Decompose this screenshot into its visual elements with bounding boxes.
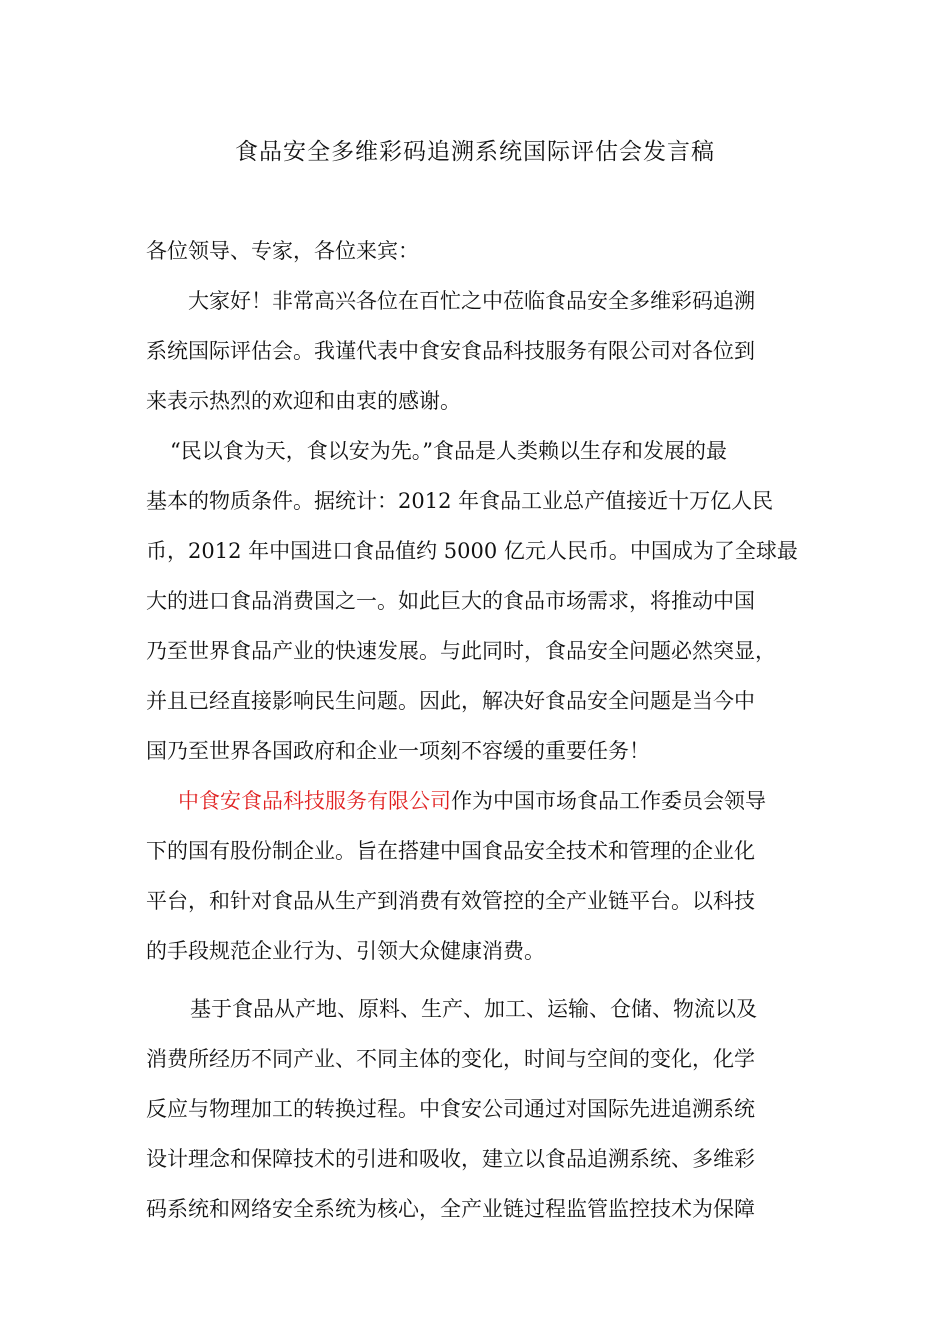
paragraph-2-line: 并且已经直接影响民生问题。因此，解决好食品安全问题是当今中 — [146, 689, 755, 713]
paragraph-1-line: 来表示热烈的欢迎和由衷的感谢。 — [146, 389, 461, 413]
paragraph-3-line: 平台，和针对食品从生产到消费有效管控的全产业链平台。以科技 — [146, 889, 755, 913]
paragraph-1-line: 大家好！非常高兴各位在百忙之中莅临食品安全多维彩码追溯 — [188, 289, 755, 313]
paragraph-3-line: 下的国有股份制企业。旨在搭建中国食品安全技术和管理的企业化 — [146, 839, 755, 863]
paragraph-1-line: 系统国际评估会。我谨代表中食安食品科技服务有限公司对各位到 — [146, 339, 755, 363]
paragraph-2-line: “民以食为天，食以安为先。”食品是人类赖以生存和发展的最 — [170, 439, 727, 463]
page-title: 食品安全多维彩码追溯系统国际评估会发言稿 — [235, 139, 715, 165]
paragraph-3-line — [146, 776, 826, 826]
paragraph-2-line: 国乃至世界各国政府和企业一项刻不容缓的重要任务！ — [146, 739, 650, 763]
paragraph-gap — [146, 976, 826, 984]
paragraph-4-line: 码系统和网络安全系统为核心，全产业链过程监管监控技术为保障 — [146, 1197, 755, 1221]
salutation: 各位领导、专家，各位来宾： — [146, 239, 419, 263]
paragraph-2-line: 基本的物质条件。据统计：2012 年食品工业总产值接近十万亿人民 — [146, 489, 774, 513]
paragraph-2-line: 币，2012 年中国进口食品值约 5000 亿元人民币。中国成为了全球最 — [146, 539, 798, 563]
paragraph-4-line: 反应与物理加工的转换过程。中食安公司通过对国际先进追溯系统 — [146, 1097, 755, 1121]
paragraph-2-line: 大的进口食品消费国之一。如此巨大的食品市场需求，将推动中国 — [146, 589, 755, 613]
document-body — [146, 226, 826, 1234]
company-name-highlight: 中食安食品科技服务有限公司 — [178, 789, 451, 813]
paragraph-3-line: 的手段规范企业行为、引领大众健康消费。 — [146, 939, 545, 963]
paragraph-4-line: 设计理念和保障技术的引进和吸收，建立以食品追溯系统、多维彩 — [146, 1147, 755, 1171]
paragraph-4-line: 消费所经历不同产业、不同主体的变化，时间与空间的变化，化学 — [146, 1047, 755, 1071]
paragraph-4-line: 基于食品从产地、原料、生产、加工、运输、仓储、物流以及 — [190, 997, 757, 1021]
paragraph-3-first-rest: 作为中国市场食品工作委员会领导 — [451, 789, 766, 813]
paragraph-2-line: 乃至世界食品产业的快速发展。与此同时，食品安全问题必然突显， — [146, 639, 776, 663]
